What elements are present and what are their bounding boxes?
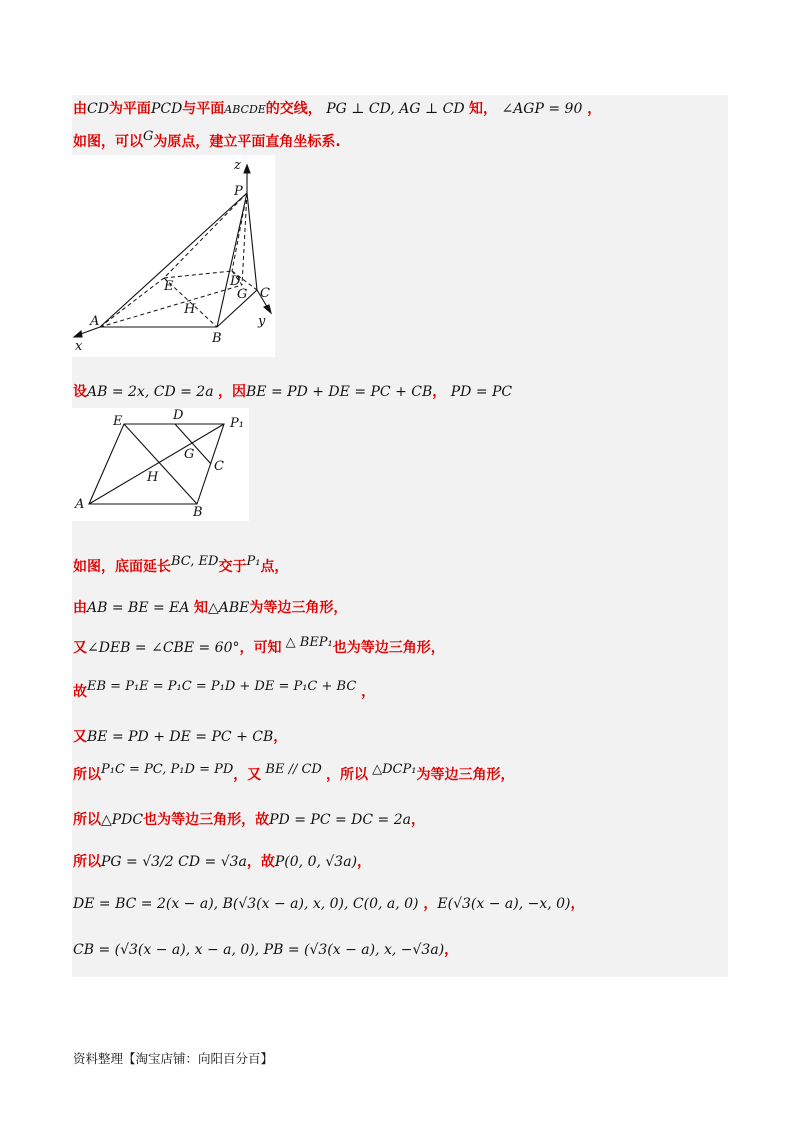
math-segment: PD = PC = DC = 2a — [269, 812, 411, 828]
text-segment: ，可知 — [239, 640, 282, 656]
base-diagram — [72, 408, 249, 521]
base-label-P1: P₁ — [230, 416, 244, 431]
text-segment: ， — [273, 729, 288, 745]
math-segment: AB = 2x, CD = 2a — [87, 384, 219, 400]
math-segment: EB = P₁E = P₁C = P₁D + DE = P₁C + BC — [87, 679, 357, 694]
text-segment: 如图，可以 — [73, 134, 143, 150]
solution-line-3 — [73, 381, 512, 401]
math-segment: P₁C = PC, P₁D = PD — [101, 762, 234, 777]
text-segment: ， — [444, 942, 459, 958]
text-segment: ， — [357, 854, 372, 870]
math-segment: △PDC — [101, 812, 144, 828]
label-C: C — [260, 286, 270, 301]
text-segment: ，所以 — [325, 767, 368, 783]
math-segment: AB = BE = EA — [87, 600, 194, 616]
footer-source: 资料整理【淘宝店铺：向阳百分百】 — [73, 1051, 274, 1066]
math-segment: PCD — [150, 101, 183, 117]
math-segment: P₁ — [246, 554, 261, 569]
text-segment: 知， — [469, 101, 498, 117]
math-segment: △DCP₁ — [367, 762, 417, 777]
math-segment: E(√3(x − a), −x, 0) — [437, 896, 571, 912]
base-label-B: B — [193, 505, 203, 520]
math-segment: ∠AGP = 90 — [497, 101, 583, 117]
base-label-G: G — [184, 447, 195, 462]
text-segment: 也为等边三角形， — [332, 640, 445, 656]
text-segment: 点， — [260, 559, 289, 575]
math-segment: ABCDE — [224, 103, 266, 116]
text-segment: ， — [570, 896, 585, 912]
text-segment: 知 — [193, 600, 208, 616]
math-segment: CB = (√3(x − a), x − a, 0), PB = (√3(x − a), x, −√3a) — [73, 942, 445, 958]
solution-line-11 — [73, 851, 371, 871]
text-segment: 故 — [73, 684, 87, 700]
math-segment: △ABE — [207, 600, 250, 616]
math-segment: △ BEP₁ — [281, 635, 333, 650]
solution-line-2 — [73, 131, 341, 151]
label-y: y — [258, 314, 266, 329]
text-segment: ， — [582, 101, 602, 117]
text-segment: 为等边三角形， — [249, 600, 348, 616]
solution-line-6 — [73, 637, 445, 657]
text-segment: 为原点，建立平面直角坐标系. — [153, 134, 341, 150]
math-segment: CD — [87, 101, 109, 117]
math-segment: BE // CD — [261, 762, 326, 777]
base-label-A: A — [75, 497, 85, 512]
math-segment: PD = PC — [446, 384, 513, 400]
math-segment: G — [143, 129, 154, 144]
math-segment: DE = BC = 2(x − a), B(√3(x − a), x, 0), C(0, a, 0) — [73, 896, 419, 912]
base-label-E: E — [113, 414, 123, 429]
solution-line-10 — [73, 809, 425, 829]
text-segment: 所以 — [73, 812, 101, 828]
math-segment: PG ⊥ CD, AG ⊥ CD — [321, 101, 470, 117]
solution-line-7 — [73, 681, 375, 701]
text-segment: 所以 — [73, 767, 101, 783]
text-segment: ，又 — [233, 767, 262, 783]
text-segment: ，因 — [218, 384, 247, 400]
label-D: D — [230, 274, 241, 289]
text-segment: ， — [432, 384, 447, 400]
math-segment: ∠DEB = ∠CBE = 60° — [87, 640, 240, 656]
text-segment: 交于 — [218, 559, 247, 575]
solution-line-12 — [73, 893, 585, 913]
text-segment: 又 — [73, 640, 87, 656]
solution-line-8 — [73, 726, 287, 746]
label-x: x — [75, 339, 83, 354]
pyramid-figure — [72, 155, 275, 357]
math-segment: BE = PD + DE = PC + CB — [246, 384, 433, 400]
math-segment: P(0, 0, √3a) — [274, 854, 358, 870]
base-figure — [72, 408, 249, 521]
math-segment: PG = √3/2 CD = √3a — [101, 854, 247, 870]
text-segment: 为平面 — [108, 101, 151, 117]
label-B: B — [212, 331, 222, 346]
math-segment: BC, ED — [171, 554, 219, 569]
label-G: G — [237, 287, 248, 302]
text-segment: 与平面 — [182, 101, 225, 117]
text-segment: 由 — [73, 101, 87, 117]
base-label-H: H — [147, 470, 159, 485]
solution-line-13 — [73, 939, 458, 959]
solution-line-9 — [73, 764, 514, 784]
text-segment: 也为等边三角形，故 — [143, 812, 270, 828]
label-P: P — [234, 184, 243, 199]
text-segment: 又 — [73, 729, 87, 745]
text-segment: ， — [356, 684, 376, 700]
base-label-D: D — [173, 408, 184, 423]
text-segment: 设 — [73, 384, 87, 400]
base-label-C: C — [214, 459, 224, 474]
math-segment: BE = PD + DE = PC + CB — [87, 729, 274, 745]
solution-line-5 — [73, 597, 347, 617]
text-segment: 由 — [73, 600, 87, 616]
label-A: A — [90, 314, 100, 329]
text-segment: 为等边三角形， — [416, 767, 515, 783]
solution-line-4 — [73, 556, 288, 576]
label-z: z — [234, 158, 241, 173]
pyramid-diagram — [72, 155, 275, 357]
label-H: H — [184, 302, 196, 317]
label-E: E — [164, 279, 174, 294]
text-segment: 如图，底面延长 — [73, 559, 171, 575]
text-segment: 所以 — [73, 854, 101, 870]
text-segment: ， — [410, 812, 425, 828]
solution-line-1 — [73, 98, 601, 118]
text-segment: ，故 — [246, 854, 275, 870]
text-segment: 的交线， — [265, 101, 322, 117]
text-segment: ， — [418, 896, 438, 912]
